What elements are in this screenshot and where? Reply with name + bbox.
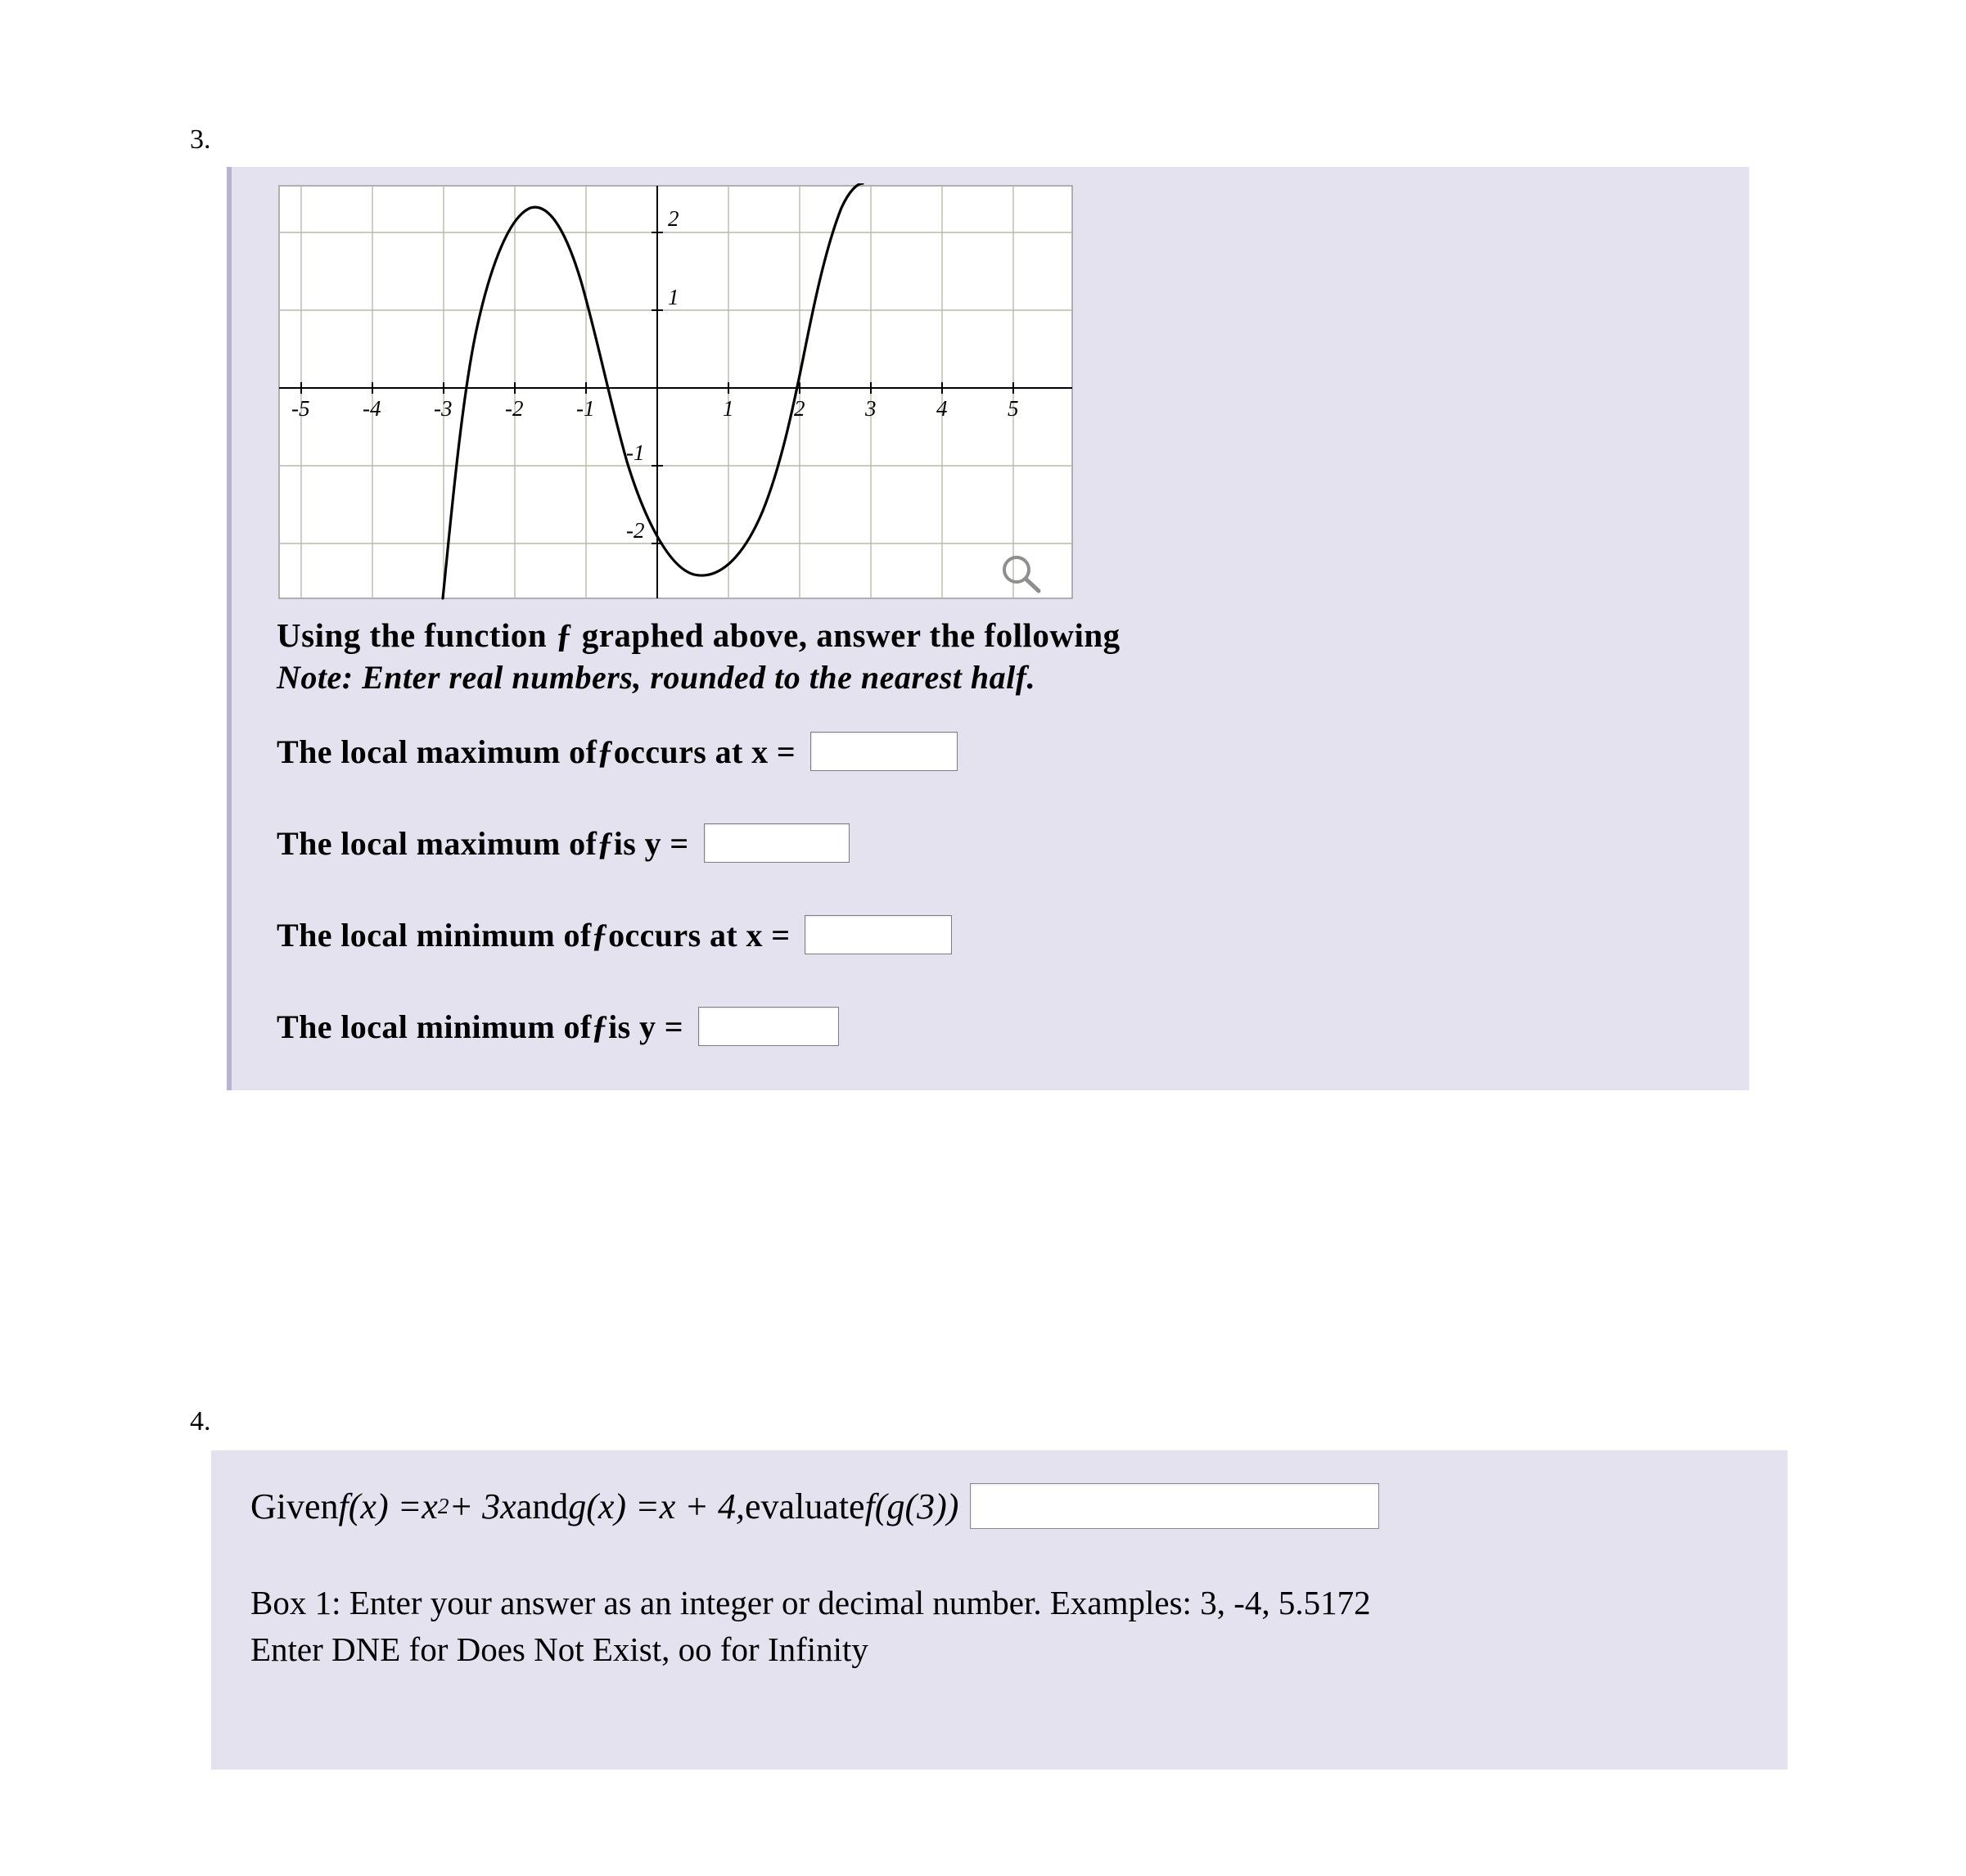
prompt-local-min-x	[277, 915, 952, 954]
prompt-local-min-x-pre: The local minimum of	[277, 916, 592, 954]
prompt-local-max-x-pre: The local maximum of	[277, 733, 597, 770]
graph-svg	[277, 183, 1075, 601]
svg-text:-2: -2	[626, 518, 645, 543]
question-3-intro-line-2: Note: Enter real numbers, rounded to the nearest half.	[277, 659, 1036, 696]
prompt-local-max-x	[277, 732, 958, 771]
svg-text:-3: -3	[434, 396, 453, 421]
given-label: Given	[250, 1486, 339, 1527]
svg-text:5: 5	[1008, 396, 1019, 421]
f-expression-rest: + 3x	[449, 1486, 516, 1527]
g-function-args: (x) =	[586, 1486, 660, 1527]
and-label: and	[516, 1486, 569, 1527]
f-expression-exponent: 2	[437, 1493, 449, 1518]
prompt-local-min-y-pre: The local minimum of	[277, 1008, 592, 1045]
prompt-local-max-x-function: ƒ	[597, 733, 614, 770]
prompt-local-min-y-post: is y =	[608, 1008, 683, 1045]
question-4-note-line-2: Enter DNE for Does Not Exist, oo for Infinity	[250, 1630, 868, 1668]
question-4-statement	[250, 1483, 1379, 1529]
prompt-local-min-y-function: ƒ	[591, 1008, 609, 1045]
svg-text:-1: -1	[576, 396, 595, 421]
input-local-max-y[interactable]	[704, 823, 850, 863]
svg-text:3: 3	[865, 396, 877, 421]
prompt-local-min-x-post: occurs at x =	[608, 916, 791, 954]
prompt-local-max-y	[277, 823, 850, 863]
input-local-min-x[interactable]	[805, 915, 952, 954]
prompt-local-min-y	[277, 1007, 839, 1046]
prompt-local-min-x-function: ƒ	[591, 916, 609, 954]
question-4-panel	[211, 1450, 1788, 1770]
question-4-number: 4.	[190, 1406, 211, 1436]
svg-text:-2: -2	[505, 396, 524, 421]
evaluate-label: evaluate	[745, 1486, 865, 1527]
svg-text:-4: -4	[363, 396, 381, 421]
question-3-number: 3.	[190, 124, 211, 155]
prompt-local-max-y-pre: The local maximum of	[277, 824, 597, 862]
question-3-intro-line-1: Using the function ƒ graphed above, answer the following	[277, 616, 1121, 654]
input-local-max-x[interactable]	[810, 732, 958, 771]
prompt-local-max-y-function: ƒ	[597, 824, 614, 862]
graph-frame	[279, 186, 1072, 598]
f-function-name: f	[338, 1486, 349, 1527]
input-composition-answer[interactable]	[970, 1483, 1379, 1529]
prompt-local-max-x-post: occurs at x =	[613, 733, 796, 770]
svg-text:2: 2	[794, 396, 805, 421]
question-4-note-line-1: Box 1: Enter your answer as an integer or decimal number. Examples: 3, -4, 5.5172	[250, 1584, 1371, 1621]
f-expression-base: x	[422, 1486, 438, 1527]
svg-text:1: 1	[723, 396, 734, 421]
svg-text:1: 1	[668, 285, 679, 309]
svg-text:-5: -5	[291, 396, 310, 421]
svg-text:4: 4	[936, 396, 948, 421]
input-local-min-y[interactable]	[698, 1007, 839, 1046]
svg-text:2: 2	[668, 206, 679, 231]
g-expression: x + 4,	[659, 1486, 745, 1527]
prompt-local-max-y-post: is y =	[613, 824, 689, 862]
evaluate-expression: f(g(3))	[864, 1486, 959, 1527]
svg-text:-1: -1	[626, 440, 645, 465]
g-function-name: g	[568, 1486, 587, 1527]
function-graph	[277, 183, 1075, 601]
question-4-note	[250, 1580, 1371, 1672]
f-function-args: (x) =	[348, 1486, 422, 1527]
question-3-panel	[227, 167, 1749, 1090]
